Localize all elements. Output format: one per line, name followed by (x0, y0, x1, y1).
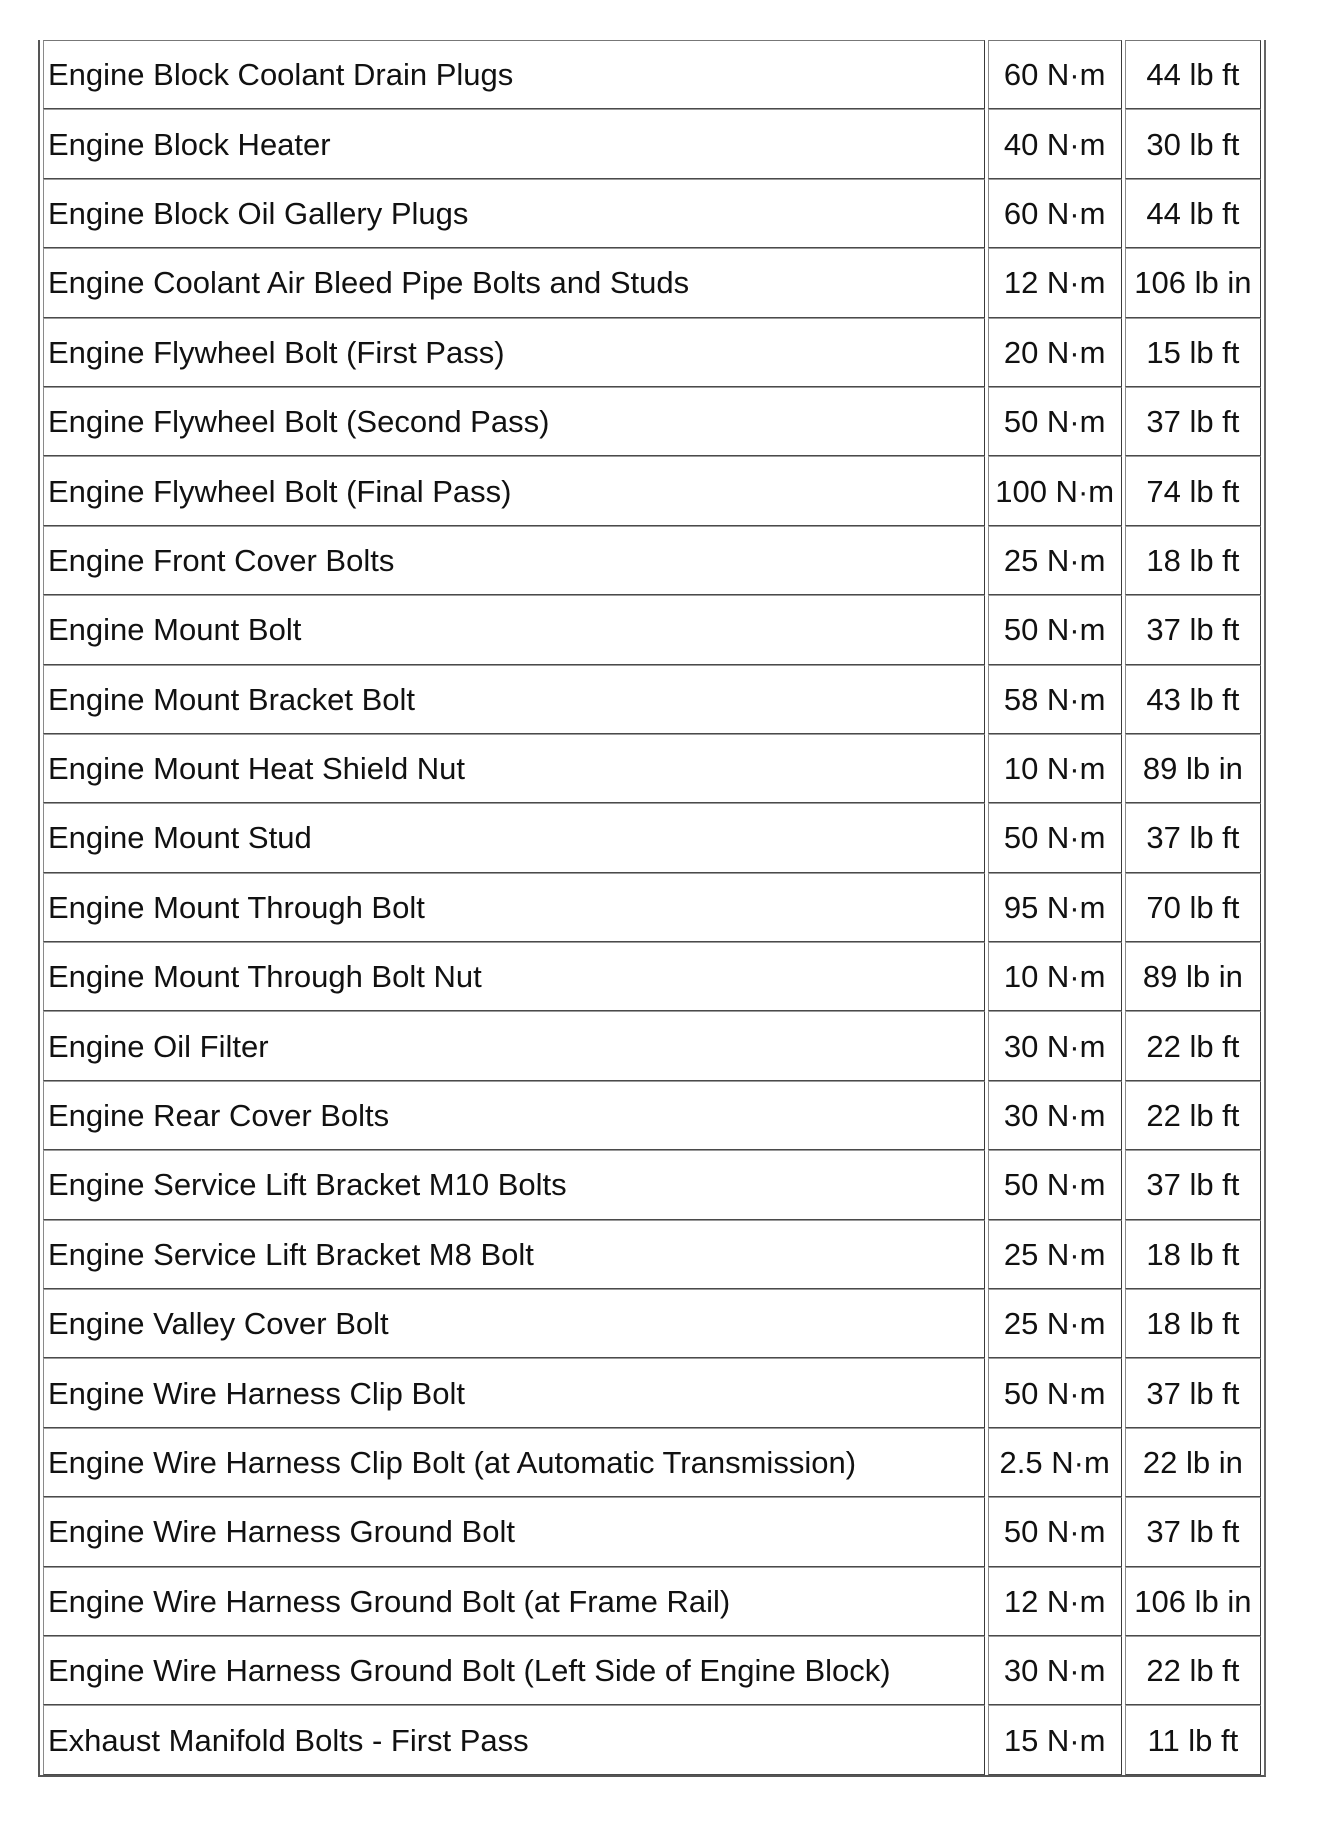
table-row (43, 734, 1261, 803)
metric-torque-cell: 10 N·m (988, 942, 1122, 1011)
table-row (43, 248, 1261, 317)
english-torque-cell: 89 lb in (1125, 734, 1261, 803)
english-torque-cell: 74 lb ft (1125, 456, 1261, 525)
application-cell: Engine Service Lift Bracket M10 Bolts (43, 1150, 985, 1219)
metric-torque-cell: 100 N·m (988, 456, 1122, 525)
english-torque-cell: 70 lb ft (1125, 873, 1261, 942)
table-row (43, 1289, 1261, 1358)
table-row (43, 942, 1261, 1011)
application-cell: Engine Wire Harness Ground Bolt (43, 1497, 985, 1566)
english-torque-cell: 106 lb in (1125, 1567, 1261, 1636)
metric-torque-cell: 2.5 N·m (988, 1428, 1122, 1497)
metric-torque-cell: 40 N·m (988, 109, 1122, 178)
english-torque-cell: 22 lb in (1125, 1428, 1261, 1497)
english-torque-cell: 22 lb ft (1125, 1011, 1261, 1080)
table-row (43, 803, 1261, 872)
english-torque-cell: 11 lb ft (1125, 1705, 1261, 1774)
table-row (43, 1636, 1261, 1705)
table-row (43, 109, 1261, 178)
application-cell: Engine Wire Harness Ground Bolt (at Frame Rail) (43, 1567, 985, 1636)
application-cell: Engine Flywheel Bolt (First Pass) (43, 318, 985, 387)
english-torque-cell: 22 lb ft (1125, 1081, 1261, 1150)
metric-torque-cell: 30 N·m (988, 1636, 1122, 1705)
table-row (43, 526, 1261, 595)
metric-torque-cell: 60 N·m (988, 179, 1122, 248)
english-torque-cell: 18 lb ft (1125, 1220, 1261, 1289)
metric-torque-cell: 20 N·m (988, 318, 1122, 387)
application-cell: Engine Wire Harness Ground Bolt (Left Side of Engine Block) (43, 1636, 985, 1705)
table-row (43, 40, 1261, 109)
english-torque-cell: 30 lb ft (1125, 109, 1261, 178)
metric-torque-cell: 30 N·m (988, 1081, 1122, 1150)
metric-torque-cell: 30 N·m (988, 1011, 1122, 1080)
english-torque-cell: 43 lb ft (1125, 665, 1261, 734)
english-torque-cell: 37 lb ft (1125, 1358, 1261, 1427)
application-cell: Engine Mount Heat Shield Nut (43, 734, 985, 803)
application-cell: Engine Front Cover Bolts (43, 526, 985, 595)
metric-torque-cell: 15 N·m (988, 1705, 1122, 1774)
application-cell: Engine Mount Through Bolt Nut (43, 942, 985, 1011)
application-cell: Engine Oil Filter (43, 1011, 985, 1080)
table-row (43, 1220, 1261, 1289)
metric-torque-cell: 25 N·m (988, 1220, 1122, 1289)
table-row (43, 1081, 1261, 1150)
metric-torque-cell: 50 N·m (988, 1150, 1122, 1219)
application-cell: Engine Block Coolant Drain Plugs (43, 40, 985, 109)
application-cell: Engine Mount Bracket Bolt (43, 665, 985, 734)
metric-torque-cell: 58 N·m (988, 665, 1122, 734)
english-torque-cell: 22 lb ft (1125, 1636, 1261, 1705)
table-row (43, 1705, 1261, 1774)
metric-torque-cell: 25 N·m (988, 1289, 1122, 1358)
application-cell: Engine Service Lift Bracket M8 Bolt (43, 1220, 985, 1289)
application-cell: Engine Mount Bolt (43, 595, 985, 664)
table-row (43, 387, 1261, 456)
metric-torque-cell: 12 N·m (988, 1567, 1122, 1636)
metric-torque-cell: 50 N·m (988, 1358, 1122, 1427)
application-cell: Engine Block Oil Gallery Plugs (43, 179, 985, 248)
application-cell: Engine Flywheel Bolt (Final Pass) (43, 456, 985, 525)
table-body (43, 40, 1261, 1775)
application-cell: Engine Flywheel Bolt (Second Pass) (43, 387, 985, 456)
table-row (43, 873, 1261, 942)
metric-torque-cell: 25 N·m (988, 526, 1122, 595)
application-cell: Engine Coolant Air Bleed Pipe Bolts and Studs (43, 248, 985, 317)
metric-torque-cell: 50 N·m (988, 387, 1122, 456)
english-torque-cell: 37 lb ft (1125, 1497, 1261, 1566)
application-cell: Engine Mount Through Bolt (43, 873, 985, 942)
table-row (43, 179, 1261, 248)
fastener-torque-table-page (38, 40, 1266, 1777)
english-torque-cell: 18 lb ft (1125, 526, 1261, 595)
table-row (43, 1497, 1261, 1566)
english-torque-cell: 37 lb ft (1125, 595, 1261, 664)
english-torque-cell: 15 lb ft (1125, 318, 1261, 387)
table-row (43, 456, 1261, 525)
english-torque-cell: 44 lb ft (1125, 179, 1261, 248)
english-torque-cell: 89 lb in (1125, 942, 1261, 1011)
metric-torque-cell: 95 N·m (988, 873, 1122, 942)
table-row (43, 665, 1261, 734)
metric-torque-cell: 50 N·m (988, 1497, 1122, 1566)
english-torque-cell: 44 lb ft (1125, 40, 1261, 109)
table-row (43, 1428, 1261, 1497)
english-torque-cell: 37 lb ft (1125, 387, 1261, 456)
application-cell: Engine Wire Harness Clip Bolt (at Automatic Transmission) (43, 1428, 985, 1497)
table-row (43, 595, 1261, 664)
application-cell: Engine Mount Stud (43, 803, 985, 872)
application-cell: Exhaust Manifold Bolts - First Pass (43, 1705, 985, 1774)
application-cell: Engine Wire Harness Clip Bolt (43, 1358, 985, 1427)
english-torque-cell: 18 lb ft (1125, 1289, 1261, 1358)
table-row (43, 1150, 1261, 1219)
application-cell: Engine Block Heater (43, 109, 985, 178)
table-row (43, 318, 1261, 387)
english-torque-cell: 37 lb ft (1125, 803, 1261, 872)
table-row (43, 1358, 1261, 1427)
metric-torque-cell: 12 N·m (988, 248, 1122, 317)
metric-torque-cell: 60 N·m (988, 40, 1122, 109)
table-row (43, 1011, 1261, 1080)
english-torque-cell: 106 lb in (1125, 248, 1261, 317)
metric-torque-cell: 50 N·m (988, 595, 1122, 664)
application-cell: Engine Valley Cover Bolt (43, 1289, 985, 1358)
metric-torque-cell: 50 N·m (988, 803, 1122, 872)
fastener-torque-table (38, 40, 1266, 1777)
application-cell: Engine Rear Cover Bolts (43, 1081, 985, 1150)
metric-torque-cell: 10 N·m (988, 734, 1122, 803)
table-row (43, 1567, 1261, 1636)
english-torque-cell: 37 lb ft (1125, 1150, 1261, 1219)
